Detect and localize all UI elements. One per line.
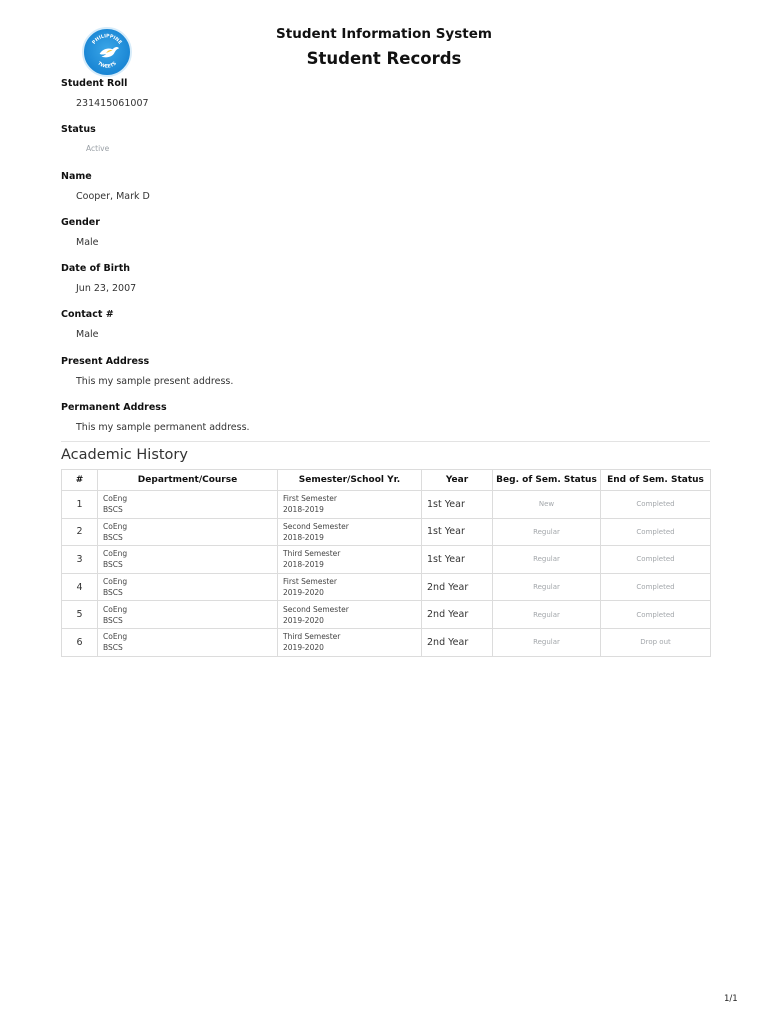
page-indicator: 1/1 [724,994,738,1004]
table-row [62,491,711,519]
column-header-beg-status: Beg. of Sem. Status [493,470,601,491]
year-level: 2nd Year [422,601,493,629]
status-badge: Active [86,144,110,154]
table-row [62,518,711,546]
course: BSCS [103,615,123,625]
row-number: 3 [62,546,98,574]
semester-cell [278,573,422,601]
table-header-row [62,470,711,491]
department-course-cell [98,546,278,574]
semester: First Semester [283,577,338,587]
semester: First Semester [283,494,338,504]
field-present-address [61,354,711,400]
row-number: 2 [62,518,98,546]
year-level: 1st Year [422,546,493,574]
beg-sem-status: Regular [493,518,601,546]
semester-cell [278,628,422,656]
year-level: 1st Year [422,491,493,519]
field-label: Present Address [61,355,150,367]
course: BSCS [103,643,123,653]
section-divider [61,441,710,442]
field-label: Contact # [61,309,114,321]
semester: Third Semester [283,549,341,559]
field-value: Cooper, Mark D [76,190,150,202]
row-number: 4 [62,573,98,601]
system-title: Student Information System [276,26,492,42]
academic-history-title: Academic History [61,447,188,463]
column-header-department: Department/Course [98,470,278,491]
department-course-cell [98,573,278,601]
department-course-cell [98,601,278,629]
department-course-cell [98,518,278,546]
year-level: 1st Year [422,518,493,546]
department: CoEng [103,549,128,559]
academic-history-table [61,469,711,657]
semester-cell [278,546,422,574]
year-level: 2nd Year [422,628,493,656]
field-status [61,122,711,168]
row-number: 5 [62,601,98,629]
table-row [62,628,711,656]
field-contact [61,307,711,353]
document-title: Student Records [306,49,462,68]
field-value: Jun 23, 2007 [76,283,137,295]
student-info-fields [61,76,711,446]
end-sem-status: Completed [601,491,711,519]
beg-sem-status: Regular [493,628,601,656]
semester-cell [278,518,422,546]
end-sem-status: Completed [601,573,711,601]
school-year: 2019-2020 [283,643,324,653]
department: CoEng [103,632,128,642]
department: CoEng [103,577,128,587]
field-label: Permanent Address [61,402,167,414]
semester-cell [278,491,422,519]
beg-sem-status: Regular [493,546,601,574]
school-year: 2019-2020 [283,615,324,625]
end-sem-status: Completed [601,601,711,629]
course: BSCS [103,588,123,598]
column-header-number: # [62,470,98,491]
column-header-end-status: End of Sem. Status [601,470,711,491]
department-course-cell [98,628,278,656]
field-label: Student Roll [61,78,128,89]
field-value: This my sample permanent address. [76,422,250,434]
year-level: 2nd Year [422,573,493,601]
field-gender [61,215,711,261]
end-sem-status: Completed [601,518,711,546]
row-number: 1 [62,491,98,519]
school-year: 2018-2019 [283,532,324,542]
table-row [62,546,711,574]
field-label: Gender [61,216,100,228]
school-year: 2019-2020 [283,588,324,598]
field-label: Status [61,124,96,136]
field-date-of-birth [61,261,711,307]
school-year: 2018-2019 [283,560,324,570]
table-row [62,601,711,629]
field-label: Date of Birth [61,263,131,275]
end-sem-status: Drop out [601,628,711,656]
field-value: This my sample present address. [76,375,234,387]
field-student-roll [61,76,711,122]
field-value: Male [76,236,99,248]
field-name [61,169,711,215]
course: BSCS [103,560,123,570]
beg-sem-status: New [493,491,601,519]
row-number: 6 [62,628,98,656]
field-value: Male [76,329,99,341]
end-sem-status: Completed [601,546,711,574]
field-value: 231415061007 [76,98,149,109]
course: BSCS [103,532,123,542]
table-row [62,573,711,601]
logo-text-bottom: TWEETS [96,61,118,70]
logo-text-top: PHILIPPINE [91,34,123,46]
column-header-semester: Semester/School Yr. [278,470,422,491]
field-label: Name [61,170,92,182]
field-permanent-address [61,400,711,446]
department: CoEng [103,494,128,504]
beg-sem-status: Regular [493,573,601,601]
semester: Second Semester [283,604,349,614]
column-header-year: Year [422,470,493,491]
course: BSCS [103,505,123,515]
department-course-cell [98,491,278,519]
semester: Third Semester [283,632,341,642]
school-year: 2018-2019 [283,505,324,515]
department: CoEng [103,604,128,614]
beg-sem-status: Regular [493,601,601,629]
semester-cell [278,601,422,629]
department: CoEng [103,521,128,531]
semester: Second Semester [283,521,349,531]
page-header [0,24,768,72]
